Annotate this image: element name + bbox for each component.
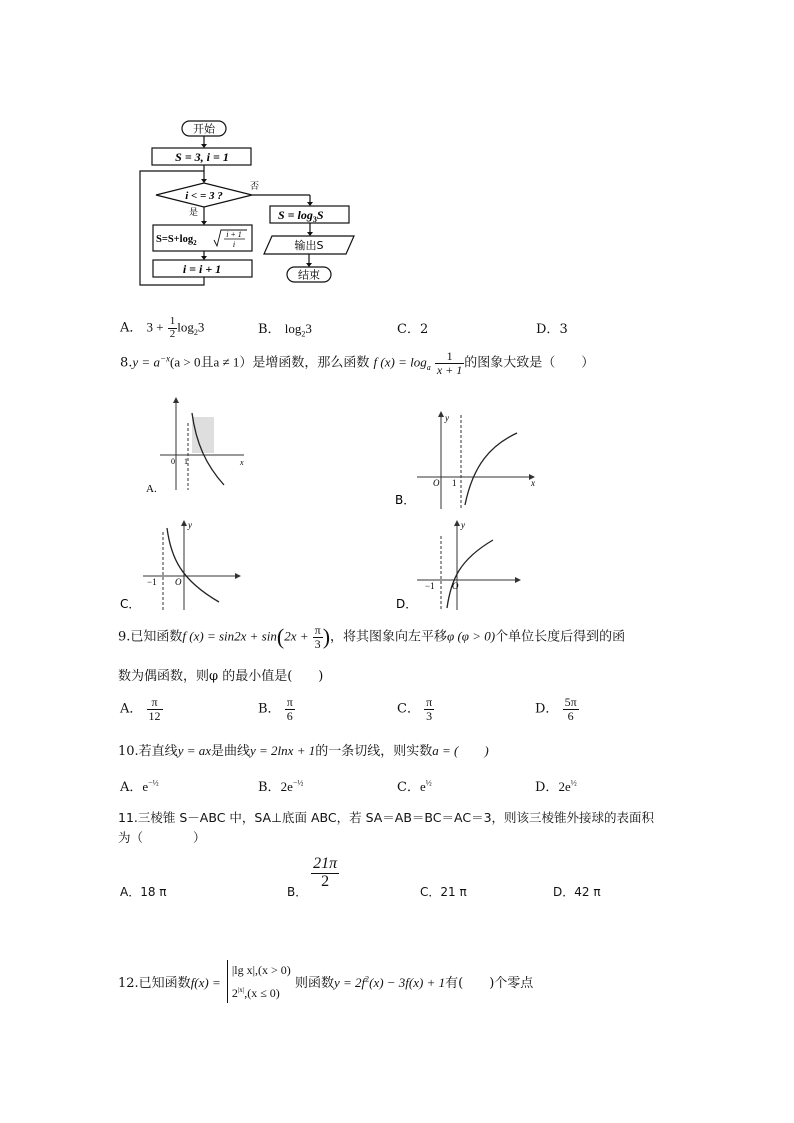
increment-label: i = i + 1 xyxy=(182,262,222,276)
graph-c-minus-one: −1 xyxy=(147,577,157,587)
q11-option-c: C．21 π xyxy=(420,885,467,899)
q12-case2: $2^{|x|},(x \le 0)$ xyxy=(231,986,280,1000)
yes-label: 是 xyxy=(189,208,199,218)
graph-a-zero: 0 xyxy=(171,457,175,466)
graph-d-y: y xyxy=(461,520,465,530)
q9-option-d: D． $\frac{5\pi}{6}$ xyxy=(535,695,577,723)
assign-label: $S = \log_3S$ xyxy=(278,208,324,224)
q8-stem: $8.y = a^{-x}(a > 0$且a ≠ 1）是增函数，那么函数 f $(x) = \log_a$ $\frac{1}{x + 1}$ 的图象大致是（ ） xyxy=(120,349,595,377)
graph-a-one: 1 xyxy=(184,457,188,466)
graph-d-origin: O xyxy=(452,581,459,591)
graph-b-y: y xyxy=(445,413,449,423)
q7-option-c: C．2 xyxy=(397,322,429,337)
no-label: 否 xyxy=(250,182,260,192)
q9-stem-line1: 9.已知函数f (x) = sin2x + sin(2x + $\frac{\pi}{3}$ )，将其图象向左平移φ (φ > 0)个单位长度后得到的函 xyxy=(118,623,626,651)
q9-option-a: A． $\frac{\pi}{12}$ xyxy=(120,695,161,723)
q10-option-b: B．$2e^{-\frac{1}{2}}$ xyxy=(258,778,304,795)
graph-c-y: y xyxy=(188,520,192,530)
start-label: 开始 xyxy=(193,122,215,136)
flowchart xyxy=(130,115,370,290)
q8-graph-b xyxy=(395,405,545,510)
q9-option-c: C． $\frac{\pi}{3}$ xyxy=(397,695,433,723)
graph-d-letter: D． xyxy=(396,597,418,611)
graph-a-letter: A. xyxy=(146,483,157,495)
graph-b-letter: B． xyxy=(395,493,416,507)
init-label: S = 3, i = 1 xyxy=(175,150,229,164)
q7-option-d: D．3 xyxy=(536,322,568,337)
q8-graph-c xyxy=(115,518,250,616)
graph-a-x: x xyxy=(240,458,244,467)
graph-c-origin: O xyxy=(175,577,182,587)
loop-body-num: i + 1 xyxy=(226,230,242,239)
q7-option-b: B． $\log_23$ xyxy=(258,321,312,339)
q11-stem-line1: 11.三棱锥 S－ABC 中，SA⊥底面 ABC，若 SA＝AB＝BC＝AC＝3，则该三棱锥外接球的表面积 xyxy=(118,810,655,825)
loop-body-den: i xyxy=(232,240,236,249)
graph-b-one: 1 xyxy=(452,478,457,488)
q8-graph-d xyxy=(395,518,530,616)
q12-case1: |lg x|,(x > 0) xyxy=(231,963,291,977)
graph-b-origin: O xyxy=(433,478,440,488)
output-label: 输出S xyxy=(294,239,324,252)
q9-stem-line2: 数为偶函数，则φ 的最小值是( ) xyxy=(118,669,324,684)
q10-option-d: D．$2e^{\frac{1}{2}}$ xyxy=(535,778,577,795)
q11-option-a: A．18 π xyxy=(120,885,167,899)
q7-option-a: A． 3 + $\frac{1}{2}$ $\log_23$ xyxy=(120,315,205,340)
loop-body-label: $S=S+\log_2$ xyxy=(156,234,197,247)
graph-d-minus-one: −1 xyxy=(425,581,435,591)
q8-graph-a xyxy=(140,395,250,500)
q12-stem: 12.已知函数f(x) = |lg x|,(x > 0) $2^{|x|},(x \le 0)$ 则函数$y = 2f^2(x) - 3f(x) + 1$有( )个零点 xyxy=(118,960,533,1002)
graph-c-letter: C． xyxy=(120,597,141,611)
q9-option-b: B． $\frac{\pi}{6}$ xyxy=(258,695,293,723)
q11-option-b: B． $\frac{21\pi}{2}$ xyxy=(287,855,338,899)
condition-label: i < = 3 ? xyxy=(185,190,223,202)
q10-stem: 10.若直线y = ax是曲线y = 2lnx + 1的一条切线，则实数a = ( ) xyxy=(118,743,489,759)
q10-option-a: A．$e^{-\frac{1}{2}}$ xyxy=(120,778,159,795)
q11-stem-line2: 为（ ） xyxy=(118,830,206,845)
q11-option-d: D．42 π xyxy=(553,885,601,899)
graph-b-x: x xyxy=(531,478,535,488)
end-label: 结束 xyxy=(298,268,320,282)
q10-option-c: C．$e^{\frac{1}{2}}$ xyxy=(397,778,432,795)
